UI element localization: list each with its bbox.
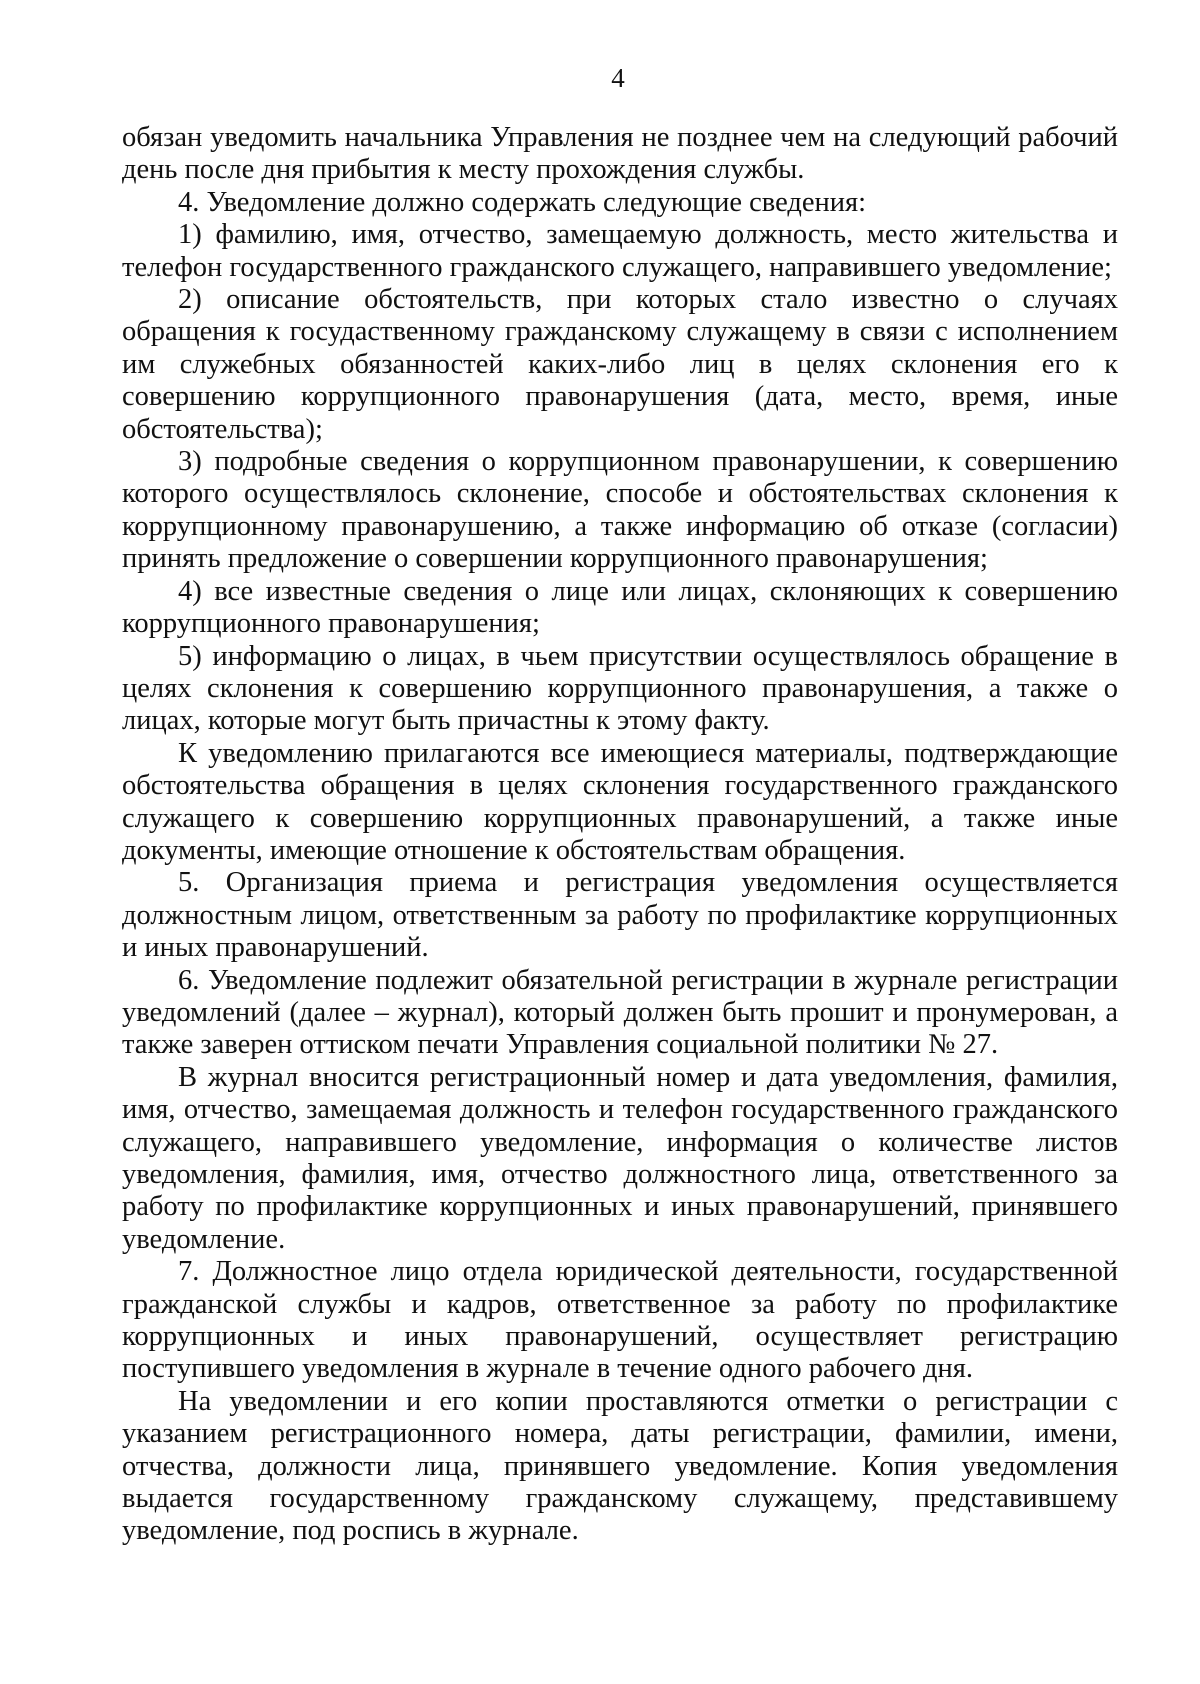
paragraph-journal-entries: В журнал вносится регистрационный номер и дата уведомления, фамилия, имя, отчество, замещаемая должность и телефон государственного гражданского служащего, направившего уведомление, информация о количестве листов уведомления, фамилия, имя, отчество должностного лица, ответственного за работу по профилактике коррупционных и иных правонарушений, принявшего уведомление. [122, 1061, 1118, 1255]
paragraph-subitem-1: 1) фамилию, имя, отчество, замещаемую должность, место жительства и телефон государственного гражданского служащего, направившего уведомление; [122, 219, 1118, 283]
paragraph-item-4: 4. Уведомление должно содержать следующие сведения: [178, 186, 867, 218]
paragraph-subitem-5: 5) информацию о лицах, в чьем присутствии осуществлялось обращение в целях склонения к совершению коррупционного правонарушения, а также о лицах, которые могут быть причастны к этому факту. [122, 640, 1118, 737]
paragraph-subitem-2: 2) описание обстоятельств, при которых стало известно о случаях обращения к госудаственному гражданскому служащему в связи с исполнением им служебных обязанностей каких-либо лиц в целях склонения его к совершению коррупционного правонарушения (дата, место, время, иные обстоятельства); [122, 284, 1118, 445]
paragraph-item-7: 7. Должностное лицо отдела юридической деятельности, государственной гражданской службы и кадров, ответственное за работу по профилактике коррупционных и иных правонарушений, осуществляет регистрацию поступившего уведомления в журнале в течение одного рабочего дня. [122, 1256, 1118, 1385]
paragraph-item-6: 6. Уведомление подлежит обязательной регистрации в журнале регистрации уведомлений (далее – журнал), который должен быть прошит и пронумерован, а также заверен оттиском печати Управления социальной политики № 27. [122, 964, 1118, 1061]
page-number: 4 [611, 63, 625, 93]
document-body [122, 122, 1118, 1548]
paragraph-attachments: К уведомлению прилагаются все имеющиеся материалы, подтверждающие обстоятельства обращения в целях склонения государственного гражданского служащего к совершению коррупционных правонарушений, а также иные документы, имеющие отношение к обстоятельствам обращения. [122, 737, 1118, 866]
paragraph-subitem-4: 4) все известные сведения о лице или лицах, склоняющих к совершению коррупционного правонарушения; [122, 575, 1118, 640]
paragraph-item-5: 5. Организация приема и регистрация уведомления осуществляется должностным лицом, ответственным за работу по профилактике коррупционных и иных правонарушений. [122, 867, 1118, 964]
paragraph-continuation: обязан уведомить начальника Управления не позднее чем на следующий рабочий день после дня прибытия к месту прохождения службы. [122, 122, 1118, 186]
paragraph-registration-marks: На уведомлении и его копии проставляются отметки о регистрации с указанием регистрационного номера, даты регистрации, фамилии, имени, отчества, должности лица, принявшего уведомление. Копия уведомления выдается государственному гражданскому служащему, представившему уведомление, под роспись в журнале. [122, 1385, 1118, 1547]
paragraph-subitem-3: 3) подробные сведения о коррупционном правонарушении, к совершению которого осуществлялось склонение, способе и обстоятельствах склонения к коррупционному правонарушению, а также информацию об отказе (согласии) принять предложение о совершении коррупционного правонарушения; [122, 446, 1118, 575]
